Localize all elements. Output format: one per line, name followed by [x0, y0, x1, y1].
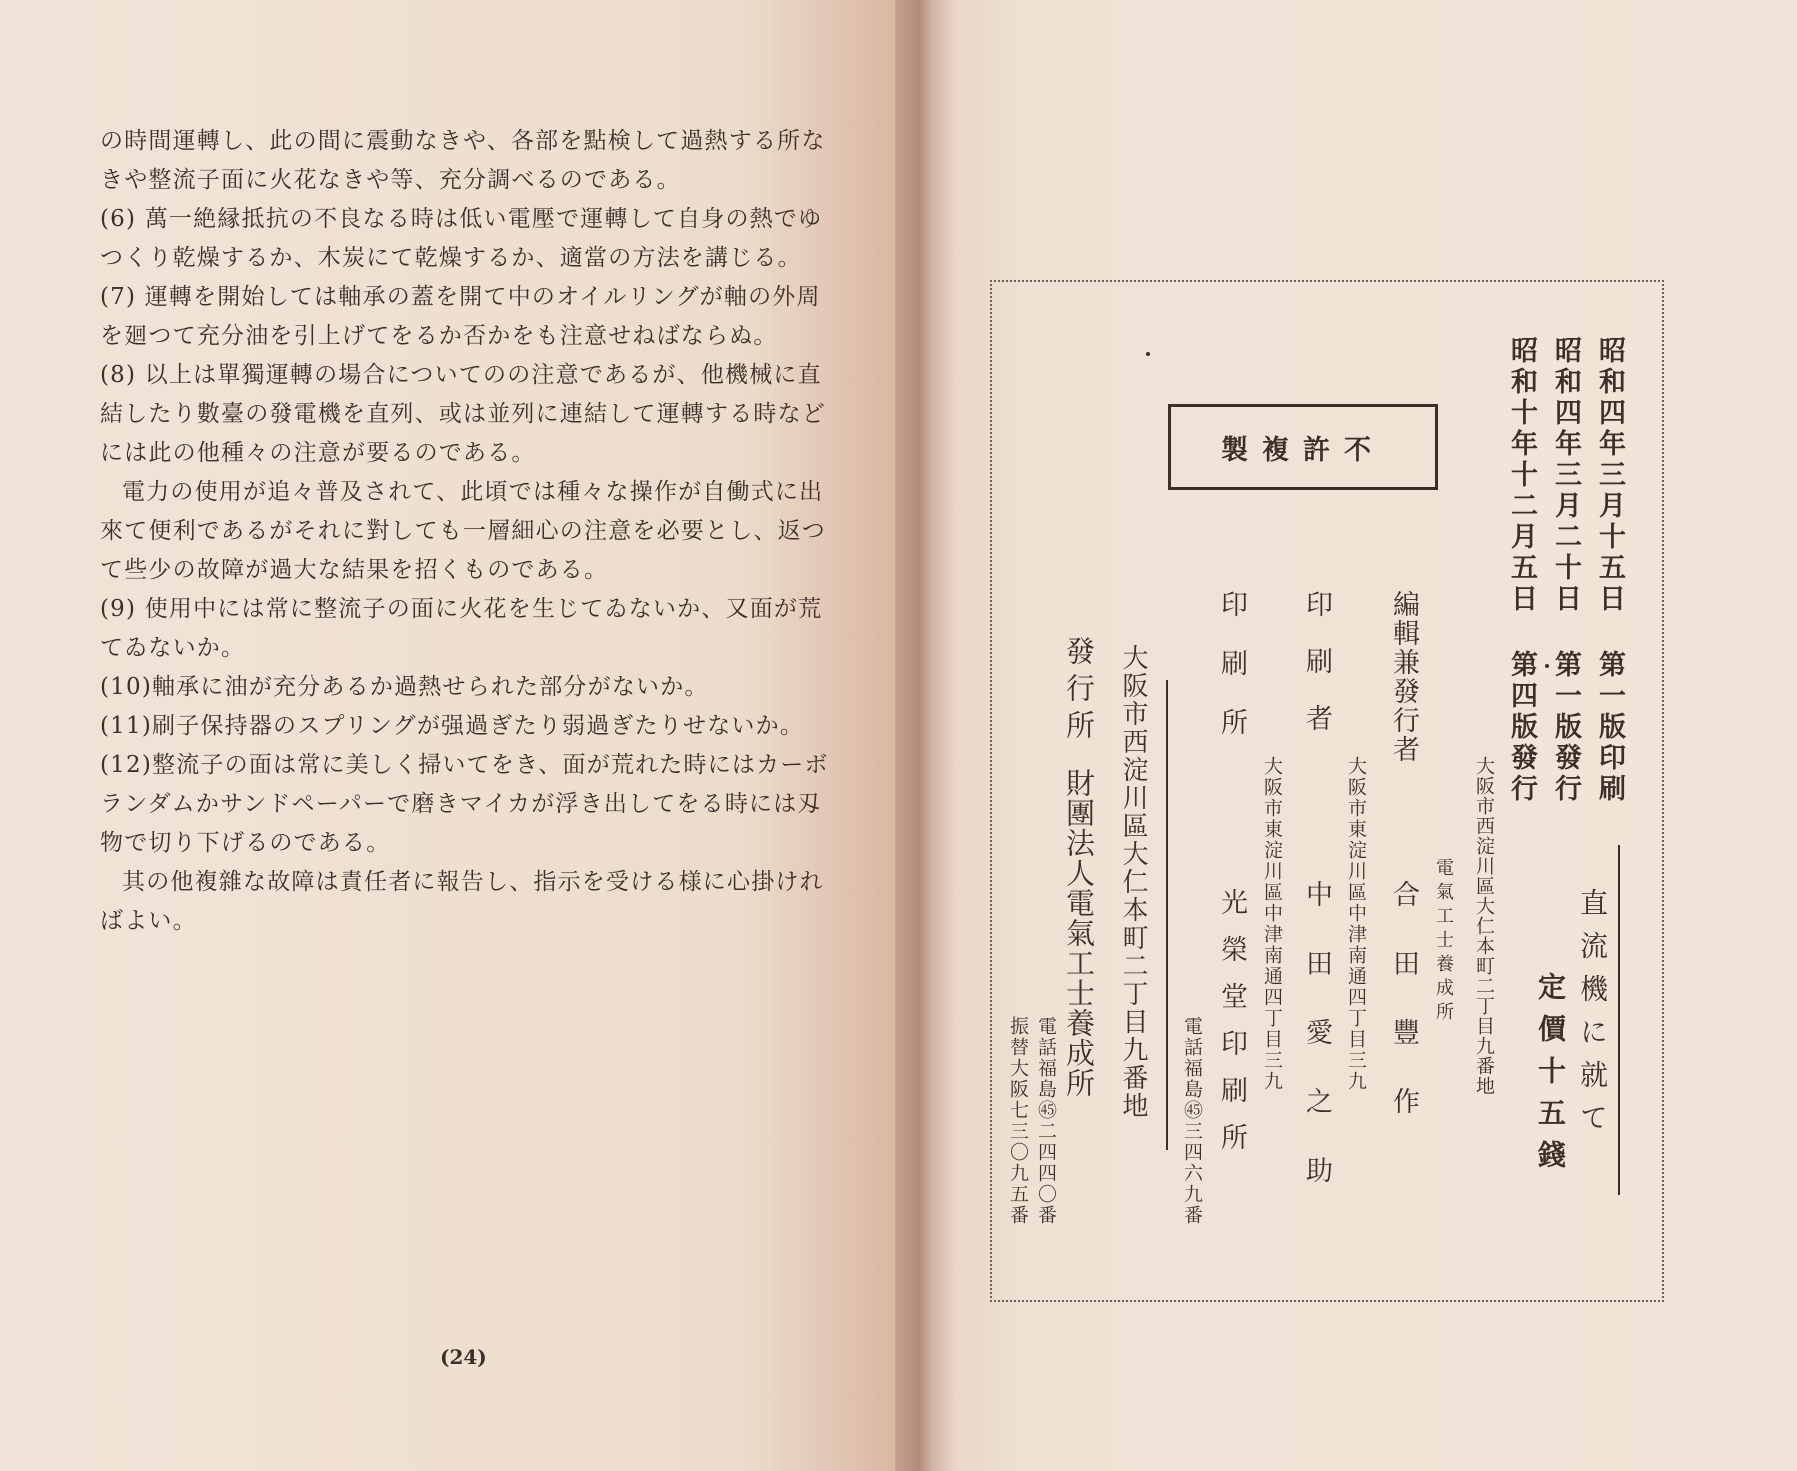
text-line: には此の他種々の注意が要るのである。 [100, 440, 536, 466]
text-line: て些少の故障が過大な結果を招くものである。 [100, 557, 609, 583]
stamp-text: 不許複製 [1221, 434, 1385, 466]
printer-address: 大阪市東淀川區中津南通四丁目三九 [1345, 756, 1367, 1092]
ink-dot [1146, 352, 1150, 356]
printer-label: 印刷者 [1301, 590, 1332, 761]
text-line: (6) 萬一絶縁抵抗の不良なる時は低い電壓で運轉して自身の熱でゆ [100, 206, 823, 232]
text-line: (12)整流子の面は常に美しく掃いてをき、面が荒れた時にはカーボ [100, 752, 829, 778]
left-page-body-text [100, 122, 870, 941]
publisher-address: 大阪市西淀川區大仁本町二丁目九番地 [1118, 644, 1148, 1120]
publisher-phone: 電話福島㊺二四四〇番 [1035, 1016, 1057, 1226]
date-fourth-edition: 昭和十年十二月五日 第四版發行 [1506, 336, 1537, 805]
press-phone: 電話福島㊺三四六九番 [1181, 1016, 1203, 1226]
text-line: 來て便利であるがそれに對しても一層細心の注意を必要とし、返つ [100, 518, 826, 544]
ink-dot [1545, 664, 1549, 668]
press-address: 大阪市東淀川區中津南通四丁目三九 [1261, 756, 1283, 1092]
editor-name: 合田豐作 [1388, 880, 1419, 1156]
copyright-stamp [1168, 404, 1438, 490]
text-line: てゐないか。 [100, 635, 246, 661]
text-line: 電力の使用が追々普及されて、此頃では種々な操作が自働式に出 [122, 479, 824, 505]
text-line: ばよい。 [100, 908, 197, 934]
text-line: きや整流子面に火花なきや等、充分調べるのである。 [100, 167, 681, 193]
text-line: (7) 運轉を開始しては軸承の蓋を開て中のオイルリングが軸の外周 [100, 284, 821, 310]
text-line: の時間運轉し、此の間に震動なきや、各部を點検して過熱する所な [100, 128, 826, 154]
publisher-rule [1166, 680, 1168, 1150]
book-title: 直流機に就て [1576, 888, 1609, 1146]
press-name: 光榮堂印刷所 [1216, 888, 1247, 1170]
price: 定價十五錢 [1534, 972, 1567, 1182]
date-printed: 昭和四年三月十五日 第一版印刷 [1594, 336, 1625, 805]
publisher-name: 財團法人電氣工士養成所 [1062, 768, 1096, 1098]
book-gutter [895, 0, 955, 1471]
printer-name: 中田愛之助 [1301, 880, 1332, 1225]
editor-org: 電氣工士養成所 [1433, 858, 1454, 1026]
text-line: 物で切り下げるのである。 [100, 830, 391, 856]
text-line: ランダムかサンドペーパーで磨きマイカが浮き出してをる時には刄 [100, 791, 822, 817]
editor-label: 編輯兼發行者 [1388, 590, 1419, 764]
text-line: 其の他複雜な故障は責任者に報告し、指示を受ける様に心掛けれ [122, 869, 824, 895]
text-line: (9) 使用中には常に整流子の面に火花を生じてゐないか、又面が荒 [100, 596, 823, 622]
publisher-label: 發行所 [1062, 636, 1096, 747]
publisher-transfer: 振替大阪七三〇九五番 [1007, 1016, 1029, 1226]
press-label: 印刷所 [1216, 590, 1247, 767]
page-number: (24) [440, 1345, 487, 1369]
text-line: 結したり數臺の發電機を直列、或は並列に連結して運轉する時など [100, 401, 826, 427]
title-rule [1618, 845, 1620, 1195]
text-line: を廻つて充分油を引上げてをるか否かをも注意せねばならぬ。 [100, 323, 778, 349]
text-line: (10)軸承に油が充分あるか過熱せられた部分がないか。 [100, 674, 709, 700]
date-issued: 昭和四年三月二十日 第一版發行 [1550, 336, 1581, 805]
text-line: (8) 以上は單獨運轉の場合についてのの注意であるが、他機械に直 [100, 362, 822, 388]
text-line: (11)刷子保持器のスプリングが强過ぎたり弱過ぎたりせないか。 [100, 713, 805, 739]
editor-address: 大阪市西淀川區大仁本町二丁目九番地 [1473, 756, 1495, 1096]
text-line: つくり乾燥するか、木炭にて乾燥するか、適當の方法を講じる。 [100, 245, 802, 271]
